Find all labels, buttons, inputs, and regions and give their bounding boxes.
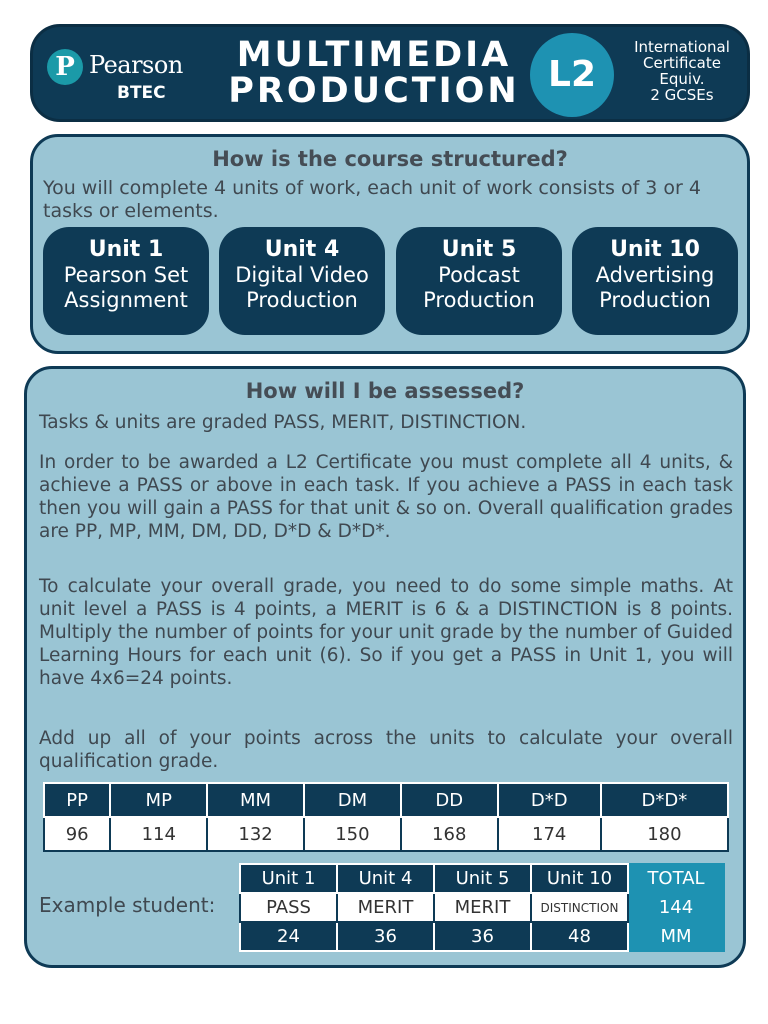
structure-intro: You will complete 4 units of work, each unit of work consists of 3 or 4 tasks or elements.	[43, 177, 701, 222]
unit-number: Unit 5	[441, 237, 517, 262]
equivalence-note	[617, 39, 747, 103]
equiv-line: International	[634, 38, 730, 56]
example-student-table	[239, 863, 725, 952]
page-title-line1: MULTIMEDIA	[236, 35, 512, 75]
example-points-cell: 24	[240, 922, 337, 951]
total-label-cell: TOTAL	[628, 864, 724, 893]
unit-name-line: Assignment	[64, 288, 188, 312]
assessment-paragraph: Tasks & units are graded PASS, MERIT, DISTINCTION.	[39, 412, 527, 433]
level-badge: L2	[530, 33, 614, 117]
example-unit-cell: Unit 1	[240, 864, 337, 893]
assessment-paragraph: Add up all of your points across the units to calculate your overall qualification grade.	[39, 728, 733, 772]
unit-name-line: Podcast	[438, 263, 520, 287]
points-cell: 150	[304, 817, 401, 851]
assessment-heading: How will I be assessed?	[245, 379, 525, 403]
example-points-cell: 36	[434, 922, 531, 951]
example-unit-cell: Unit 10	[531, 864, 628, 893]
points-cell: 168	[401, 817, 498, 851]
example-student-label: Example student:	[39, 893, 216, 917]
points-cell: 114	[110, 817, 207, 851]
course-structure-panel	[30, 134, 750, 354]
unit-name-line: Production	[599, 288, 711, 312]
grade-header: D*D*	[601, 783, 728, 817]
unit-card	[396, 227, 562, 335]
structure-heading: How is the course structured?	[212, 147, 568, 171]
unit-card	[572, 227, 738, 335]
unit-number: Unit 10	[610, 237, 700, 262]
grade-points-table	[43, 782, 729, 852]
points-cell: 180	[601, 817, 728, 851]
example-points-cell: 48	[531, 922, 628, 951]
assessment-paragraph: In order to be awarded a L2 Certificate you must complete all 4 units, & achieve a PASS or above in each task. If you achieve a PASS in each task then you will gain a PASS for that unit & so on. Overall qualification grades are PP, MP, MM, DM, DD, D*D & D*D*.	[39, 452, 733, 542]
example-grade-cell: MERIT	[337, 893, 434, 922]
example-grade-cell: MERIT	[434, 893, 531, 922]
points-cell: 174	[498, 817, 601, 851]
header-banner	[30, 24, 750, 122]
grade-header: DD	[401, 783, 498, 817]
total-grade-cell: MM	[628, 922, 724, 951]
unit-name-line: Digital Video	[235, 263, 369, 287]
unit-card	[43, 227, 209, 335]
assessment-paragraph: To calculate your overall grade, you need to do some simple maths. At unit level a PASS is 4 points, a MERIT is 6 & a DISTINCTION is 8 points. Multiply the number of points for your unit grade by the number of Guided Learning Hours for each unit (6). So if you get a PASS in Unit 1, you will have 4x6=24 points.	[39, 576, 733, 689]
brand-name: Pearson	[89, 51, 183, 79]
table-row	[44, 817, 728, 851]
example-points-cell: 36	[337, 922, 434, 951]
unit-list	[43, 227, 743, 337]
table-header-row	[44, 783, 728, 817]
table-row	[240, 864, 724, 893]
unit-name-line: Production	[423, 288, 535, 312]
assessment-panel	[24, 366, 746, 968]
unit-name-line: Pearson Set	[63, 263, 189, 287]
example-unit-cell: Unit 4	[337, 864, 434, 893]
example-grade-cell: PASS	[240, 893, 337, 922]
brand-sub: BTEC	[117, 83, 166, 103]
equiv-line: 2 GCSEs	[650, 86, 714, 104]
unit-number: Unit 4	[264, 237, 340, 262]
unit-number: Unit 1	[88, 237, 164, 262]
grade-header: DM	[304, 783, 401, 817]
equiv-line: Certificate	[643, 54, 721, 72]
unit-name-line: Production	[246, 288, 358, 312]
grade-header: PP	[44, 783, 110, 817]
page-title-line2: PRODUCTION	[228, 71, 520, 111]
example-unit-cell: Unit 5	[434, 864, 531, 893]
table-row	[240, 922, 724, 951]
total-points-cell: 144	[628, 893, 724, 922]
points-cell: 132	[207, 817, 304, 851]
points-cell: 96	[44, 817, 110, 851]
grade-header: MM	[207, 783, 304, 817]
grade-header: D*D	[498, 783, 601, 817]
example-grade-cell: DISTINCTION	[531, 893, 628, 922]
table-row	[240, 893, 724, 922]
grade-header: MP	[110, 783, 207, 817]
unit-card	[219, 227, 385, 335]
pearson-logo-icon: P	[47, 49, 83, 85]
equiv-line: Equiv.	[659, 70, 705, 88]
unit-name-line: Advertising	[595, 263, 715, 287]
